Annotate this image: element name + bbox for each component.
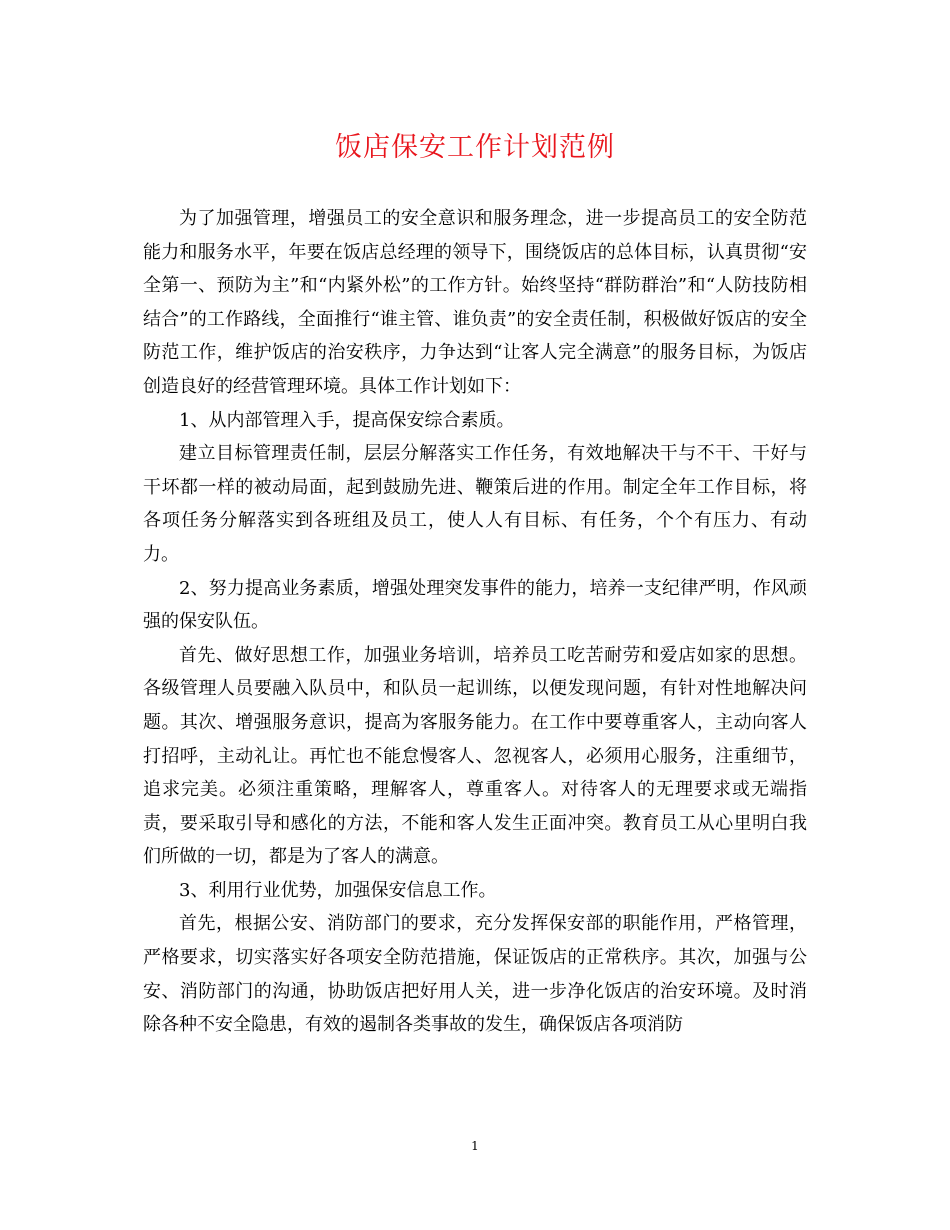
paragraph-section-2: 首先、做好思想工作，加强业务培训，培养员工吃苦耐劳和爱店如家的思想。各级管理人员要融入队员中，和队员一起训练，以便发现问题，有针对性地解决问题。其次、增强服务意识，提高为客服务能力。在工作中要尊重客人，主动向客人打招呼，主动礼让。再忙也不能怠慢客人、忽视客人，必须用心服务，注重细节，追求完美。必须注重策略，理解客人，尊重客人。对待客人的无理要求或无端指责，要采取引导和感化的方法，不能和客人发生正面冲突。教育员工从心里明白我们所做的一切，都是为了客人的满意。 bbox=[143, 644, 807, 868]
document-title: 饭店保安工作计划范例 bbox=[335, 132, 615, 163]
section-heading-3: 3、利用行业优势，加强保安信息工作。 bbox=[179, 879, 497, 901]
section-heading-1: 1、从内部管理入手，提高保安综合素质。 bbox=[179, 409, 515, 431]
paragraph-section-3: 首先，根据公安、消防部门的要求，充分发挥保安部的职能作用，严格管理，严格要求，切实落实好各项安全防范措施，保证饭店的正常秩序。其次，加强与公安、消防部门的沟通，协助饭店把好用人关，进一步净化饭店的治安环境。及时消除各种不安全隐患，有效的遏制各类事故的发生，确保饭店各项消防 bbox=[143, 913, 807, 1036]
paragraph-intro: 为了加强管理，增强员工的安全意识和服务理念，进一步提高员工的安全防范能力和服务水平，年要在饭店总经理的领导下，围绕饭店的总体目标，认真贯彻“安全第一、预防为主”和“内紧外松”的工作方针。始终坚持“群防群治”和“人防技防相结合”的工作路线，全面推行“谁主管、谁负责”的安全责任制，积极做好饭店的安全防范工作，维护饭店的治安秩序，力争达到“让客人完全满意”的服务目标，为饭店创造良好的经营管理环境。具体工作计划如下： bbox=[143, 208, 807, 397]
page-number: 1 bbox=[471, 1139, 479, 1153]
section-heading-2: 2、努力提高业务素质，增强处理突发事件的能力，培养一支纪律严明，作风顽强的保安队伍。 bbox=[143, 577, 807, 633]
paragraph-section-1: 建立目标管理责任制，层层分解落实工作任务，有效地解决干与不干、干好与干坏都一样的被动局面，起到鼓励先进、鞭策后进的作用。制定全年工作目标，将各项任务分解落实到各班组及员工，使人人有目标、有任务，个个有压力、有动力。 bbox=[143, 443, 807, 565]
document-body bbox=[143, 202, 807, 1042]
